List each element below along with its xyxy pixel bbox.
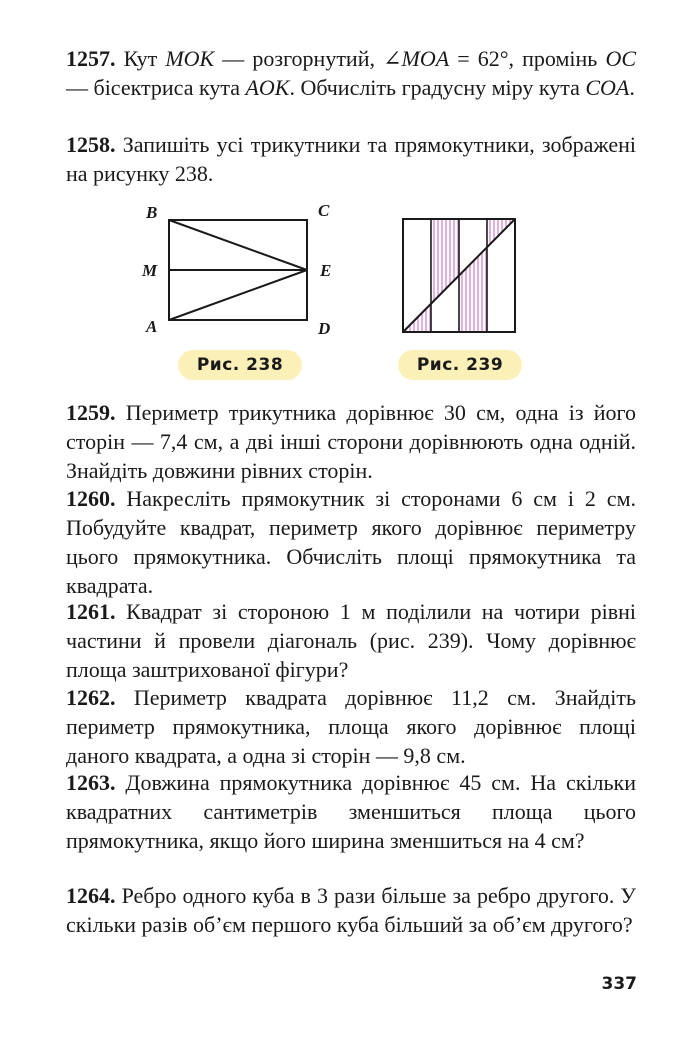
problem-1260: 1260. Накресліть прямокутник зі сторонами 6 см і 2 см. Побудуйте квадрат, периметр якого дорівнює периметру цього прямокутника. Обчисліть площі прямокутника та квадрата. xyxy=(66,486,636,598)
problem-1259: 1259. Периметр трикутника дорівнює 30 см, одна із його сторін — 7,4 см, а дві інші сторони дорівнюють одна одній. Знайдіть довжини рівних сторін. xyxy=(66,400,636,483)
figure-239 xyxy=(400,216,522,336)
problem-1262: 1262. Периметр квадрата дорівнює 11,2 см. Знайдіть периметр прямокутника, площа якого дорівнює площі даного квадрата, а одна зі сторін — 9,8 см. xyxy=(66,685,636,768)
segment-be xyxy=(169,220,307,270)
problem-number: 1260. xyxy=(66,486,116,511)
problem-1263: 1263. Довжина прямокутника дорівнює 45 см. На скільки квадратних сантиметрів зменшиться площа цього прямокутника, якщо його ширина зменшиться на 4 см? xyxy=(66,770,636,853)
figure-238-caption: Рис. 238 xyxy=(178,350,302,380)
figure-239-caption: Рис. 239 xyxy=(398,350,522,380)
problem-number: 1262. xyxy=(66,685,116,710)
problem-1264: 1264. Ребро одного куба в 3 рази більше за ребро другого. У скільки разів об’єм першого куба більший за об’єм другого? xyxy=(66,883,636,937)
segment-ae xyxy=(169,270,307,320)
label-e: E xyxy=(320,261,332,280)
problem-number: 1263. xyxy=(66,770,116,795)
shaded-region-2 xyxy=(431,219,459,304)
label-m: M xyxy=(142,261,158,280)
problem-1258: 1258. Запишіть усі трикутники та прямокутники, зображені на рисунку 238. xyxy=(66,132,636,186)
problem-number: 1257. xyxy=(66,46,116,71)
problem-1261: 1261. Квадрат зі стороною 1 м поділили на чотири рівні частини й провели діагональ (рис. 239). Чому дорівнює площа заштрихованої фігури? xyxy=(66,599,636,682)
label-d: D xyxy=(318,319,331,338)
label-c: C xyxy=(318,201,330,220)
problem-number: 1264. xyxy=(66,883,116,908)
page-number: 337 xyxy=(601,974,637,994)
figure-238 xyxy=(140,198,340,343)
problem-number: 1259. xyxy=(66,400,116,425)
problem-number: 1261. xyxy=(66,599,116,624)
label-a: A xyxy=(146,317,158,336)
problem-number: 1258. xyxy=(66,132,116,157)
problem-1257: 1257. Кут MOK — розгорнутий, ∠MOA = 62°, промінь OC — бісектриса кута AOK. Обчисліть градусну міру кута COA. xyxy=(66,46,636,100)
label-b: B xyxy=(146,203,158,222)
